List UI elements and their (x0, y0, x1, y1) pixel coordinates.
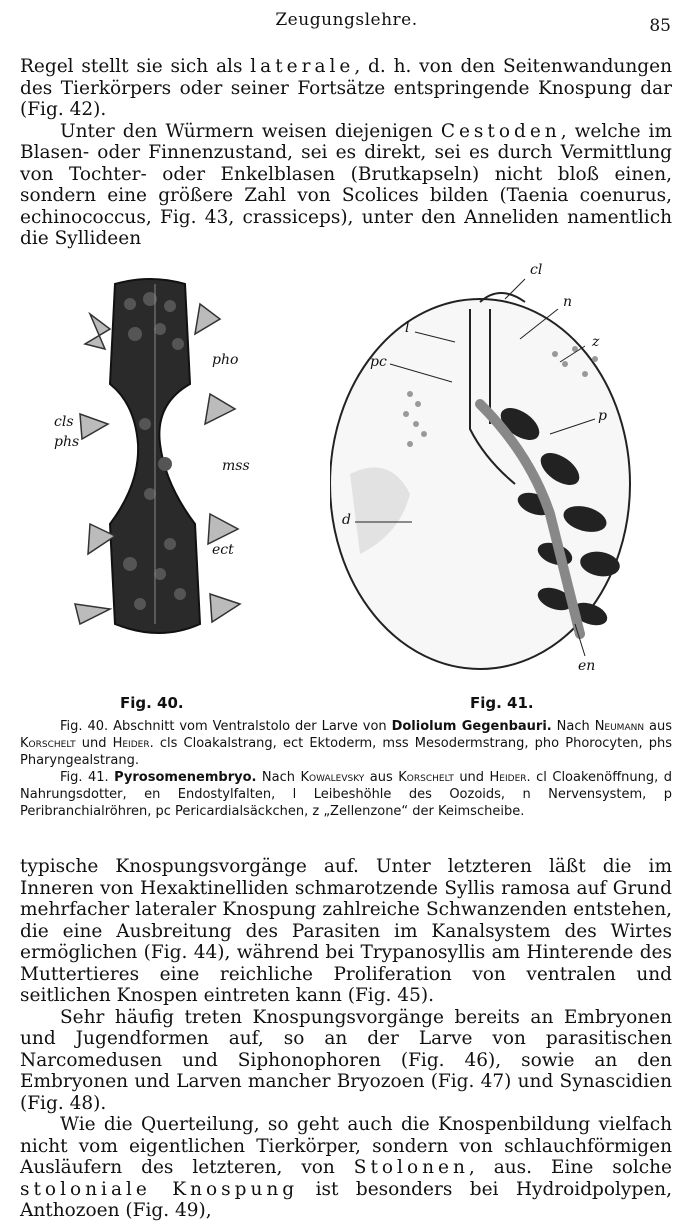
annotation-z: z (592, 334, 600, 350)
paragraph-2: Unter den Würmern weisen diejenigen Cestoden, welche im Blasen- oder Finnenzustand, sei es direkt, sei es durch Vermittlung von Tochter- oder Enkelblasen (Brutkapseln) nicht bloß einen, sondern eine größere Zahl von Scolices bilden (Taenia coenurus, echinococcus, Fig. 43, crassiceps), unter den Anneliden namentlich die Syllideen (20, 120, 672, 249)
spaced-term: Stolonen (353, 1157, 469, 1178)
annotation-n: n (563, 294, 573, 310)
paragraph-5: Wie die Querteilung, so geht auch die Knospenbildung vielfach nicht vom eigentlichen Tierkörper, sondern von schlauchförmigen Ausläufern des letzteren, von Stolonen, aus. Eine solche stoloniale Knospung ist besonders bei Hydroidpolypen, Anthozoen (Fig. 49), (20, 1114, 672, 1221)
annotation-d: d (342, 512, 351, 528)
figure-41-label: Fig. 41. (470, 694, 534, 712)
paragraph-3: typische Knospungsvorgänge auf. Unter letzteren läßt die im Inneren von Hexaktinelliden schmarotzende Syllis ramosa auf Grund mehrfacher lateraler Knospung zahlreiche Schwanzenden entstehen, die eine Ausbreitung des Parasiten im Kanalsystem des Wirtes ermöglichen (Fig. 44), während bei Trypanosyllis am Hinterende des Muttertieres eine reichliche Proliferation von ventralen und seitlichen Knospen eintreten kann (Fig. 45). (20, 856, 672, 1006)
running-head: Zeugungslehre. (275, 10, 418, 30)
annotation-pc: pc (370, 354, 387, 370)
paragraph-1: Regel stellt sie sich als laterale, d. h. von den Seitenwandungen des Tierkörpers oder seiner Fortsätze entspringende Knospung dar (Fig. 42). (20, 56, 672, 120)
page-number: 85 (649, 16, 671, 36)
annotation-l: l (405, 320, 410, 336)
annotation-ect: ect (212, 542, 234, 558)
annotation-en: en (578, 658, 596, 674)
embryo-drawing (330, 254, 660, 674)
caption-fig-41: Fig. 41. Pyrosomenembryo. Nach Kowalevsky aus Korschelt und Heider. cl Cloakenöffnung, d Nahrungsdotter, en Endostylfalten, l Leibeshöhle des Oozoids, n Nervensystem, p Peribranchialröhren, pc Pericardialsäckchen, z „Zellenzone“ der Keimscheibe. (20, 770, 673, 819)
body-text-bottom (20, 856, 672, 1222)
paragraph-4: Sehr häufig treten Knospungsvorgänge bereits an Embryonen und Jugendformen auf, so an der Larve von parasitischen Narcomedusen und Siphonophoren (Fig. 46), sowie an den Embryonen und Larven mancher Bryozoen (Fig. 47) und Synascidien (Fig. 48). (20, 1006, 672, 1114)
annotation-cls: cls (54, 414, 74, 430)
annotation-phs: phs (54, 434, 80, 450)
page-header (0, 6, 693, 34)
figures-area (0, 248, 693, 718)
figure-captions (20, 718, 672, 820)
annotation-cl: cl (530, 262, 543, 278)
spaced-term: stoloniale Knospung (20, 1178, 299, 1200)
figure-40-illustration (54, 274, 250, 646)
annotation-mss: mss (222, 458, 250, 474)
annotation-p: p (598, 408, 607, 424)
body-text-top (20, 56, 672, 250)
figure-41-illustration (330, 254, 660, 674)
annotation-pho: pho (212, 352, 239, 368)
spaced-term: laterale (250, 56, 355, 77)
figure-40-label: Fig. 40. (120, 694, 184, 712)
caption-fig-40: Fig. 40. Abschnitt vom Ventralstolo der Larve von Doliolum Gegenbauri. Nach Neumann aus Korschelt und Heider. cls Cloakalstrang, ect Ektoderm, mss Mesodermstrang, pho Phorocyten, phs Pharyngealstrang. (20, 719, 672, 768)
spaced-term: Cestoden (440, 120, 561, 142)
